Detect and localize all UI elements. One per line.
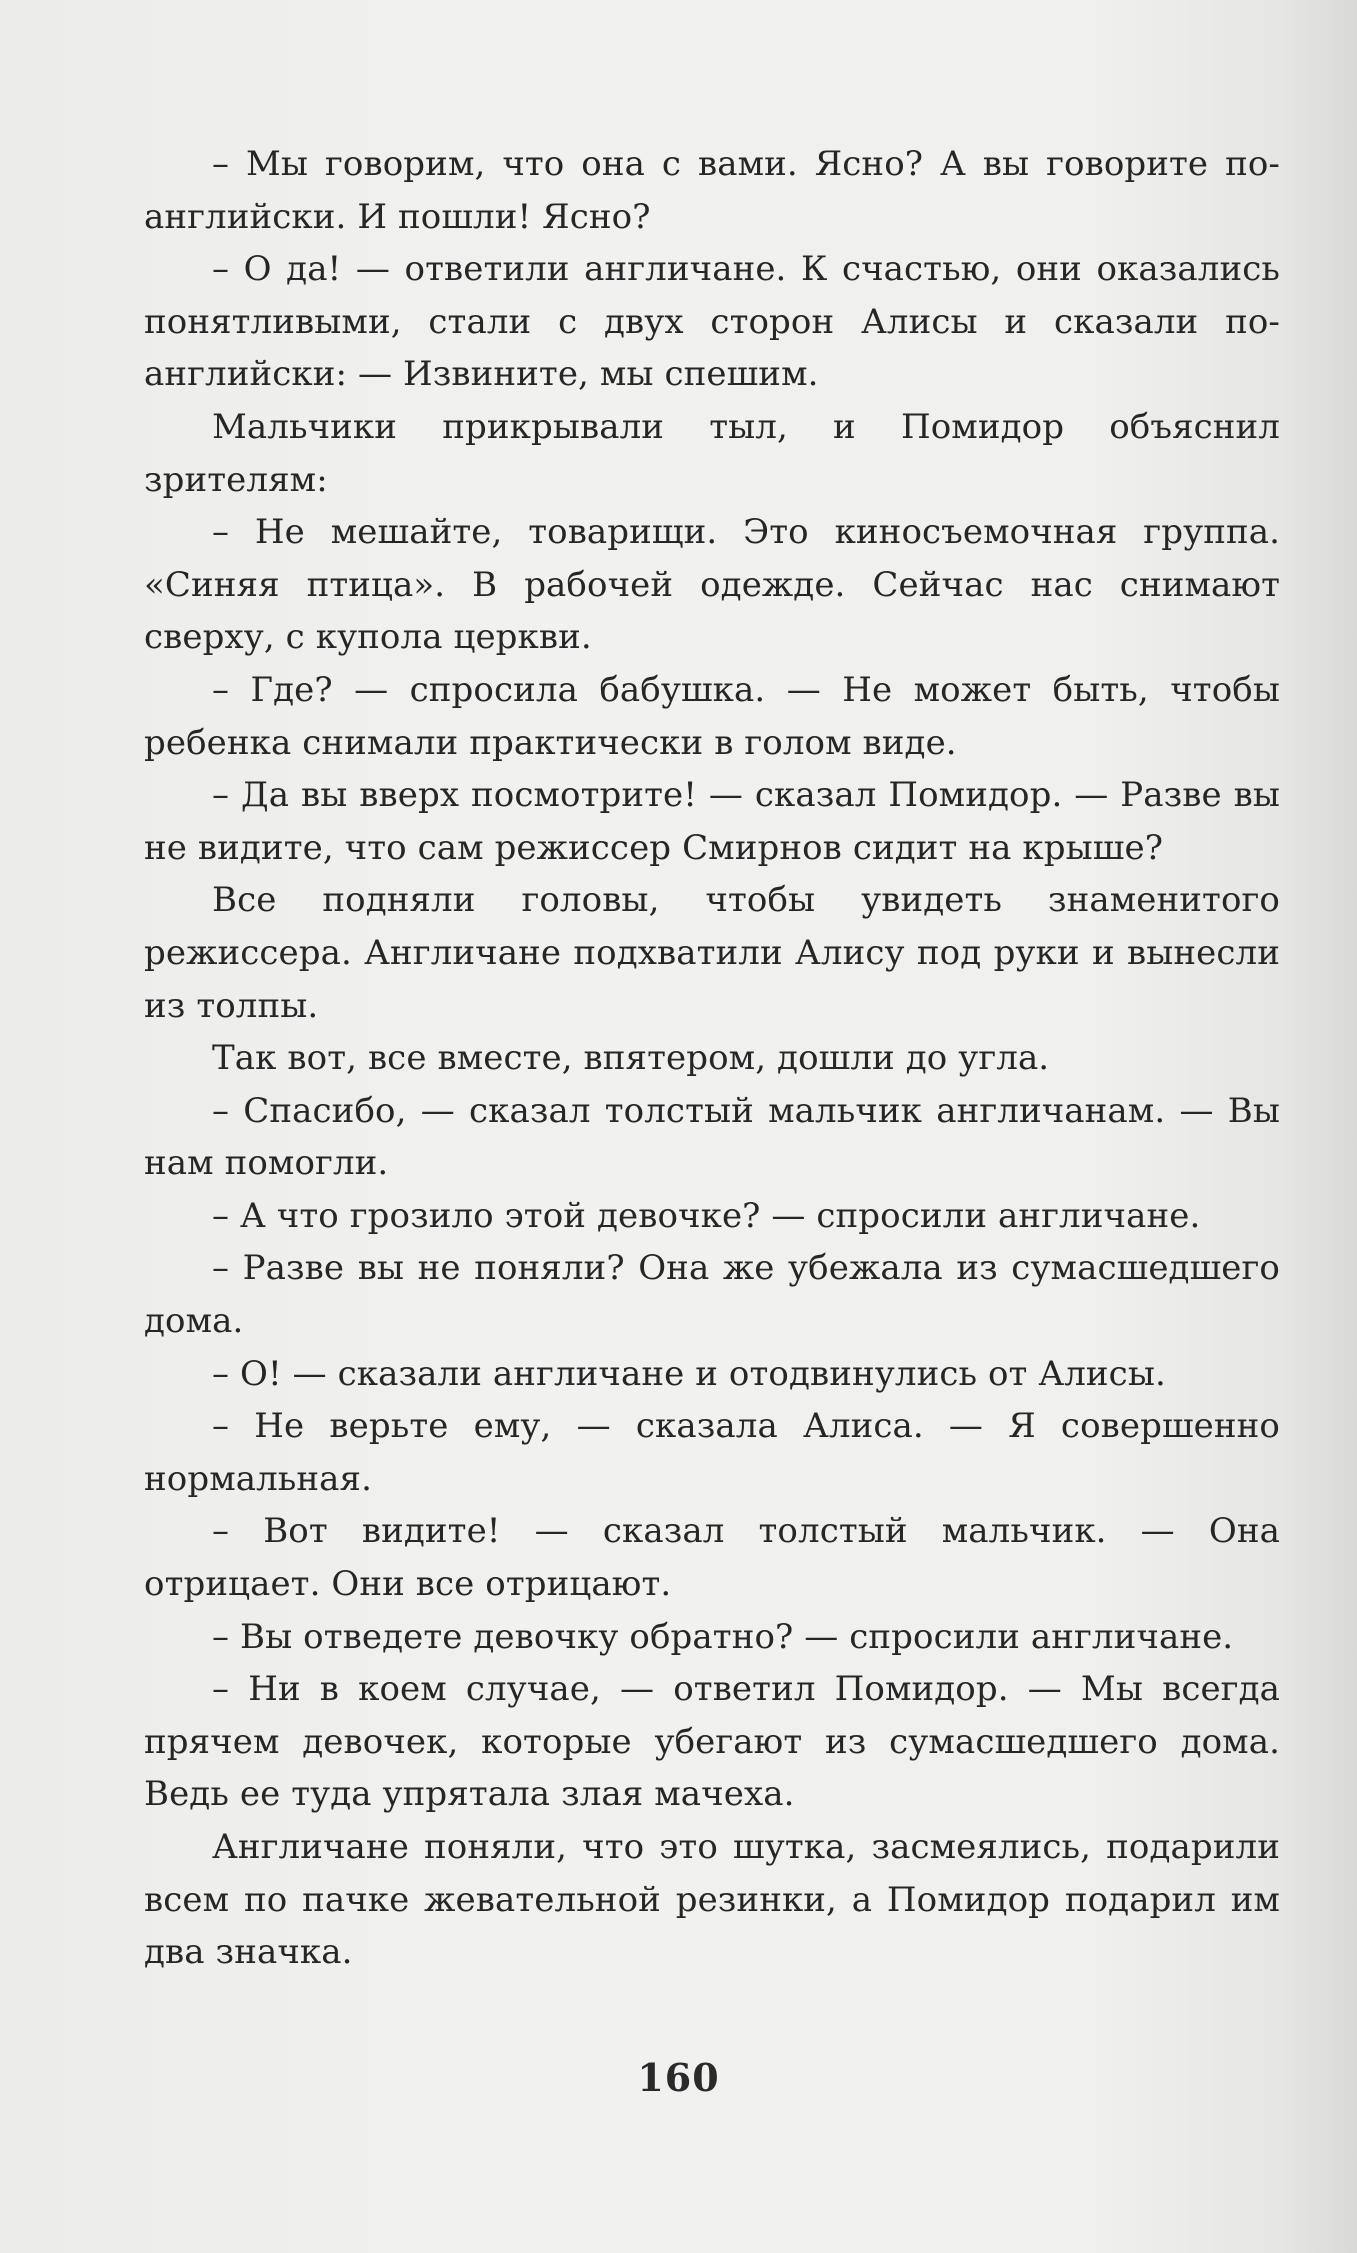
paragraph: Все подняли головы, чтобы увидеть знаменитого режиссера. Англичане подхватили Алису под руки и вынесли из толпы. [144, 880, 1280, 1026]
paragraph: – Где? — спросила бабушка. — Не может быть, чтобы ребенка снимали практически в голом виде. [144, 669, 1280, 763]
paragraph: – Вот видите! — сказал толстый мальчик. — Она отрицает. Они все отрицают. [144, 1511, 1280, 1605]
paragraph: – А что грозило этой девочке? — спросили англичане. [212, 1195, 1201, 1236]
paragraph: – Спасибо, — сказал толстый мальчик англичанам. — Вы нам помогли. [144, 1090, 1280, 1184]
paragraph: – Разве вы не поняли? Она же убежала из сумасшедшего дома. [144, 1248, 1280, 1342]
paragraph: – Ни в коем случае, — ответил Помидор. — Мы всегда прячем девочек, которые убегают из сумасшедшего дома. Ведь ее туда упрятала злая мачеха. [144, 1669, 1280, 1815]
paragraph: – Мы говорим, что она с вами. Ясно? А вы говорите по-английски. И пошли! Ясно? [144, 144, 1280, 237]
paragraph: – Не верьте ему, — сказала Алиса. — Я совершенно нормальная. [144, 1406, 1280, 1499]
paragraph: – Вы отведете девочку обратно? — спросили англичане. [212, 1616, 1234, 1657]
page-number: 160 [637, 2055, 720, 2100]
paragraph: Так вот, все вместе, впятером, дошли до угла. [212, 1038, 1050, 1079]
paragraph: – Да вы вверх посмотрите! — сказал Помидор. — Разве вы не видите, что сам режиссер Смирнов сидит на крыше? [144, 775, 1280, 868]
paragraph: – Не мешайте, товарищи. Это киносъемочная группа. «Синяя птица». В рабочей одежде. Сейчас нас снимают сверху, с купола церкви. [144, 512, 1280, 658]
paragraph: Англичане поняли, что это шутка, засмеялись, подарили всем по пачке жевательной резинки, а Помидор подарил им два значка. [144, 1827, 1280, 1973]
paragraph: – О! — сказали англичане и отодвинулись от Алисы. [212, 1353, 1166, 1394]
text-block [144, 138, 1280, 1979]
paragraph: Мальчики прикрывали тыл, и Помидор объяснил зрителям: [144, 406, 1280, 500]
paragraph: – О да! — ответили англичане. К счастью, они оказались понятливыми, стали с двух сторон Алисы и сказали по-английски: — Извините, мы спешим. [144, 249, 1280, 395]
